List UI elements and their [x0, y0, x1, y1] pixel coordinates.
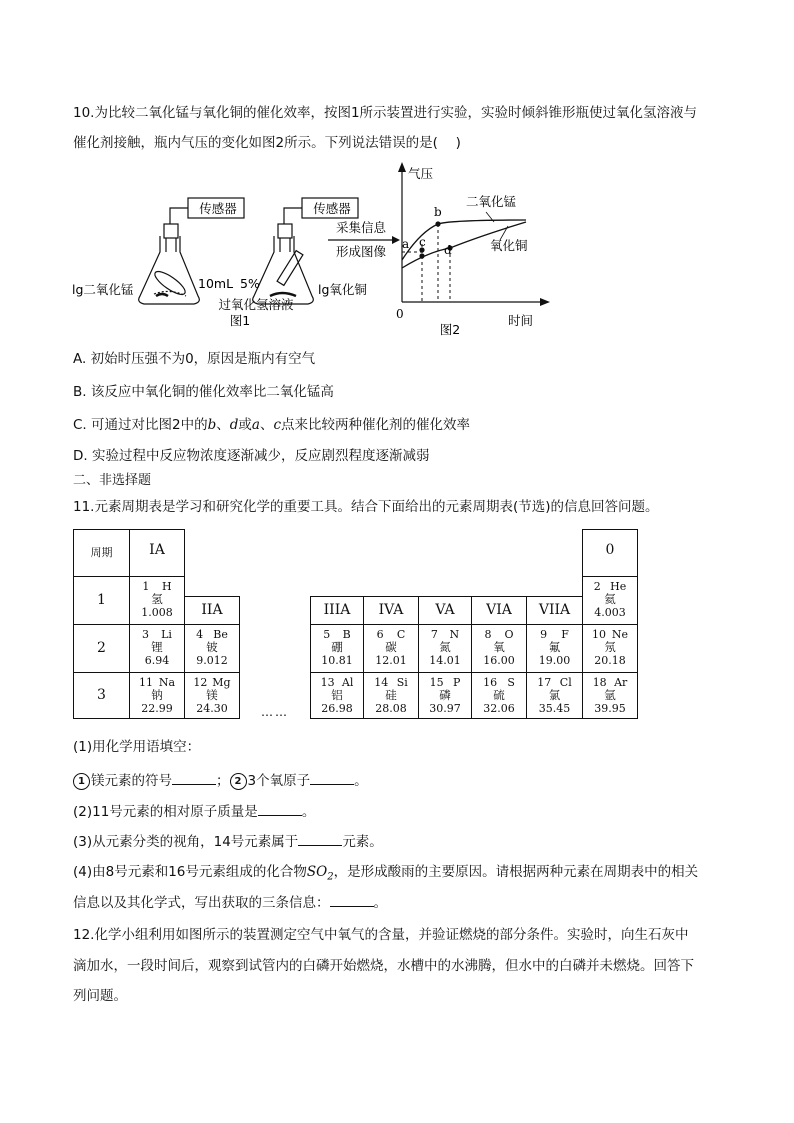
pt-header-va: VA — [418, 596, 472, 625]
figure-1-apparatus — [70, 188, 390, 336]
formula-so2: SO — [306, 864, 328, 880]
pt-period-1: 1 — [73, 576, 130, 625]
pt-element-na: 11 Na 钠 22.99 — [129, 672, 185, 719]
curve-label-mno2: 二氧化锰 — [466, 194, 517, 209]
q11-part1-items: 1 镁元素的符号 ； 2 3个氧原子 。 — [73, 770, 368, 791]
label-cuo: lg氧化铜 — [318, 282, 367, 297]
figure-1-caption: 图1 — [229, 313, 251, 328]
q11-stem: 11.元素周期表是学习和研究化学的重要工具。结合下面给出的元素周期表(节选)的信息回答问题。 — [73, 499, 659, 515]
label-d: d — [444, 243, 452, 257]
label-10ml: 10mL — [198, 276, 234, 291]
point-c — [419, 253, 424, 258]
sensor-label-left: 传感器 — [199, 201, 237, 216]
pt-element-b: 5 B 硼 10.81 — [310, 624, 364, 673]
pt-element-ar: 18 Ar 氩 39.95 — [582, 672, 638, 719]
pt-element-n: 7 N 氮 14.01 — [418, 624, 472, 673]
x-axis-label: 时间 — [508, 313, 534, 328]
answer-blank-4[interactable] — [330, 892, 374, 907]
sensor-label-right: 传感器 — [313, 201, 351, 216]
pt-element-c: 6 C 碳 12.01 — [363, 624, 419, 673]
q11-part3: (3)从元素分类的视角，14号元素属于 元素。 — [73, 831, 383, 852]
pt-element-be: 4 Be 铍 9.012 — [184, 624, 240, 673]
answer-blank-2[interactable] — [258, 801, 302, 816]
label-c: c — [419, 235, 426, 249]
pt-ellipsis: …… — [261, 705, 289, 719]
pt-header-iva: IVA — [363, 596, 419, 625]
section-heading-nonchoice: 二、非选择题 — [73, 473, 152, 488]
q10-option-b: B. 该反应中氧化铜的催化效率比二氧化锰高 — [73, 384, 334, 400]
label-5pct: 5% — [240, 276, 260, 291]
pt-header-via: VIA — [471, 596, 527, 625]
arrow-connector — [326, 218, 400, 262]
answer-blank-3[interactable] — [298, 831, 342, 846]
q11-part4-line1: (4)由8号元素和16号元素组成的化合物$SO_2$，是形成酸雨的主要原因。请根据两种元素在周期表中的相关 — [73, 864, 699, 883]
pt-element-li: 3 Li 锂 6.94 — [129, 624, 185, 673]
q12-stem-line3: 列问题。 — [73, 988, 127, 1004]
label-b: b — [434, 205, 442, 219]
pt-element-he: 2 He 氦 4.003 — [582, 576, 638, 625]
pt-element-cl: 17 Cl 氯 35.45 — [526, 672, 583, 719]
arrow-text-collect: 采集信息 — [335, 220, 387, 235]
pt-header-iiia: IIIA — [310, 596, 364, 625]
pt-header-ia: IA — [129, 529, 185, 577]
circled-number-1: 1 — [73, 773, 90, 790]
q12-stem-line2: 滴加水，一段时间后，观察到试管内的白磷开始燃烧，水槽中的水沸腾，但水中的白磷并未燃烧。回答下 — [73, 958, 694, 974]
q10-option-a: A. 初始时压强不为0，原因是瓶内有空气 — [73, 351, 316, 367]
pt-header-viia: VIIA — [526, 596, 583, 625]
pt-element-o: 8 O 氧 16.00 — [471, 624, 527, 673]
answer-blank-1a[interactable] — [172, 770, 216, 785]
q11-part2: (2)11号元素的相对原子质量是 。 — [73, 801, 315, 822]
pt-element-p: 15 P 磷 30.97 — [418, 672, 472, 719]
q10-option-d: D. 实验过程中反应物浓度逐渐减少，反应剧烈程度逐渐减弱 — [73, 448, 430, 464]
origin-label: 0 — [396, 307, 404, 321]
pt-header-0: 0 — [582, 529, 638, 577]
y-axis-label: 气压 — [408, 166, 434, 181]
pt-element-ne: 10 Ne 氖 20.18 — [582, 624, 638, 673]
label-mno2: lg二氧化锰 — [72, 282, 134, 297]
pt-period-2: 2 — [73, 624, 130, 673]
q11-part4-line2: 信息以及其化学式，写出获取的三条信息： 。 — [73, 892, 387, 913]
label-a: a — [402, 237, 410, 251]
pt-element-mg: 12 Mg 镁 24.30 — [184, 672, 240, 719]
pt-element-al: 13 Al 铝 26.98 — [310, 672, 364, 719]
pt-header-iia: IIA — [184, 596, 240, 625]
point-b — [435, 221, 440, 226]
pt-element-s: 16 S 硫 32.06 — [471, 672, 527, 719]
pt-element-si: 14 Si 硅 28.08 — [363, 672, 419, 719]
pt-period-3: 3 — [73, 672, 130, 719]
q10-stem-line1: 10.为比较二氧化锰与氧化铜的催化效率，按图1所示装置进行实验，实验时倾斜锥形瓶使过氧化氢溶液与 — [73, 105, 698, 121]
pt-element-h: 1 H 氢 1.008 — [129, 576, 185, 625]
pt-element-f: 9 F 氟 19.00 — [526, 624, 583, 673]
q11-part1-heading: (1)用化学用语填空： — [73, 739, 201, 755]
pt-header-period: 周期 — [73, 529, 130, 577]
figure-2-pressure-graph — [390, 160, 560, 340]
q10-option-c: C. 可通过对比图2中的b、d或a、c点来比较两种催化剂的催化效率 — [73, 417, 471, 433]
figure-2-caption: 图2 — [439, 322, 461, 337]
answer-blank-1b[interactable] — [310, 770, 354, 785]
q12-stem-line1: 12.化学小组利用如图所示的装置测定空气中氧气的含量，并验证燃烧的部分条件。实验时，向生石灰中 — [73, 927, 689, 943]
circled-number-2: 2 — [230, 773, 247, 790]
arrow-text-form: 形成图像 — [335, 244, 387, 259]
curve-label-cuo: 氧化铜 — [490, 238, 528, 253]
q10-stem-line2: 催化剂接触，瓶内气压的变化如图2所示。下列说法错误的是( ) — [73, 135, 461, 151]
label-h2o2: 过氧化氢溶液 — [218, 297, 294, 312]
